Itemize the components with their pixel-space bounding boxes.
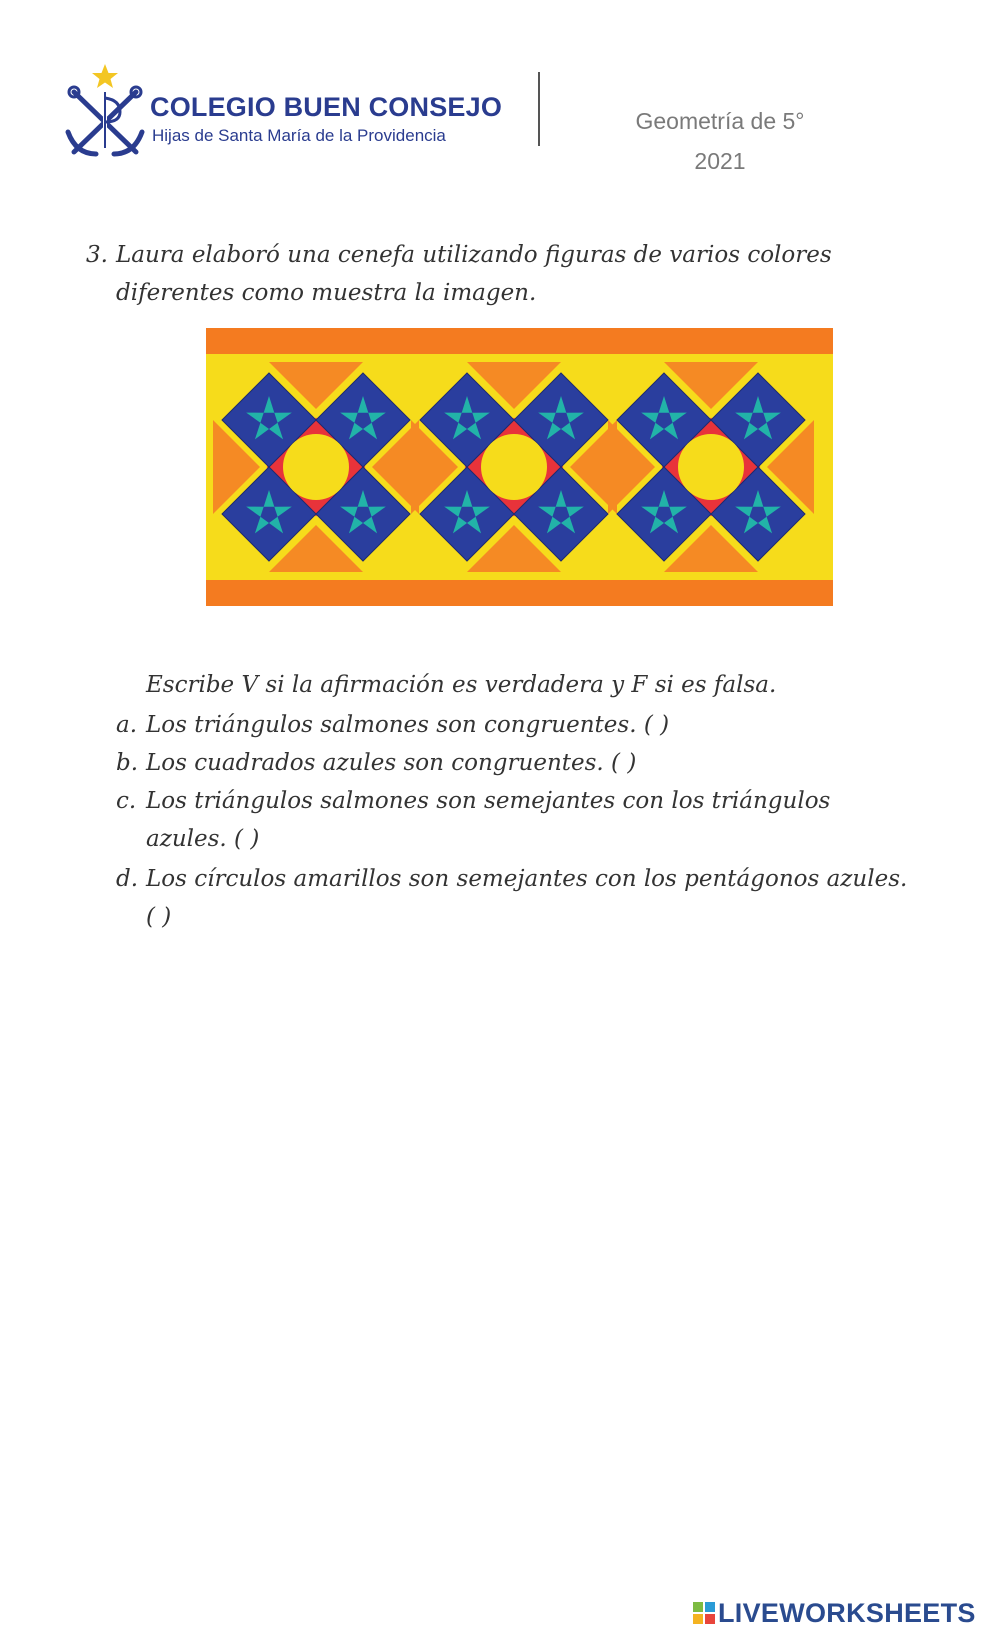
item-a-line1: Los triángulos salmones son congruentes. ( ) xyxy=(146,712,670,738)
school-name: COLEGIO BUEN CONSEJO xyxy=(150,92,503,122)
item-letter: b. xyxy=(116,750,139,776)
header-divider xyxy=(538,72,540,146)
liveworksheets-logo-icon xyxy=(692,1601,716,1625)
item-c-line2: azules. ( ) xyxy=(146,826,260,852)
top-orange-band xyxy=(206,328,833,354)
header xyxy=(0,0,1000,200)
item-c-line1: Los triángulos salmones son semejantes con los triángulos xyxy=(146,788,831,814)
school-logo xyxy=(62,62,148,162)
item-letter: c. xyxy=(116,788,137,814)
course-title: Geometría de 5° xyxy=(635,108,805,134)
item-d-line1: Los círculos amarillos son semejantes con los pentágonos azules. xyxy=(146,866,908,892)
course-year: 2021 xyxy=(694,148,746,174)
item-letter: a. xyxy=(116,712,138,738)
liveworksheets-footer xyxy=(692,1598,976,1629)
school-subtitle: Hijas de Santa María de la Providencia xyxy=(152,126,446,145)
question-text-line2: diferentes como muestra la imagen. xyxy=(116,280,537,306)
item-b-line1: Los cuadrados azules son congruentes. ( ) xyxy=(146,750,637,776)
liveworksheets-brand: LIVEWORKSHEETS xyxy=(718,1598,976,1628)
yellow-circle xyxy=(678,434,744,500)
item-letter: d. xyxy=(116,866,139,892)
bottom-orange-band xyxy=(206,580,833,606)
question-number: 3. xyxy=(86,242,108,268)
geometric-border-image xyxy=(206,328,833,606)
yellow-circle xyxy=(481,434,547,500)
item-d-line2: ( ) xyxy=(146,904,172,930)
yellow-circle xyxy=(283,434,349,500)
instructions: Escribe V si la afirmación es verdadera y F si es falsa. xyxy=(146,672,777,698)
question-text-line1: Laura elaboró una cenefa utilizando figuras de varios colores xyxy=(116,242,832,268)
